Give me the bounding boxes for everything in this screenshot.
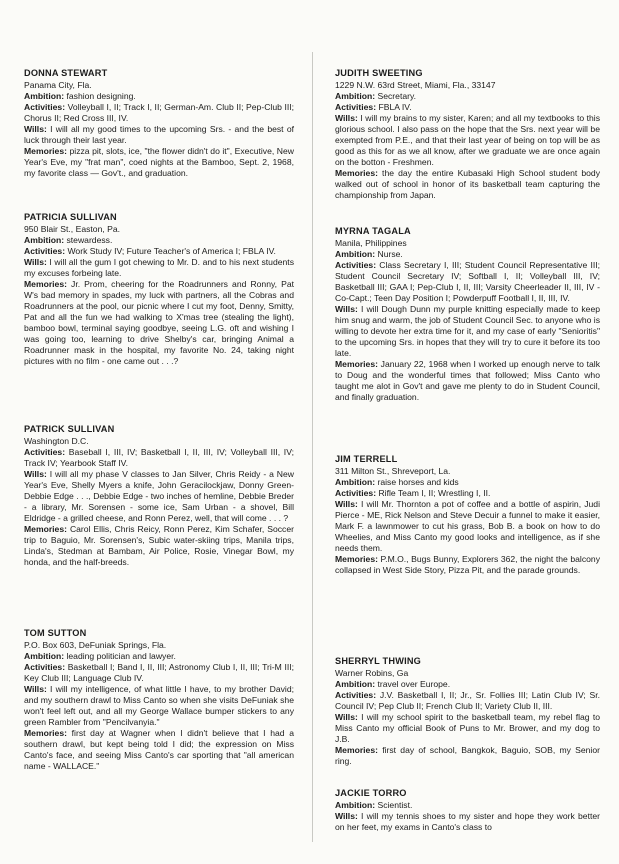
activities-label: Activities: xyxy=(24,246,66,256)
entry-location: Warner Robins, Ga xyxy=(335,668,409,678)
entry-wills xyxy=(335,499,600,554)
ambition-text: raise horses and kids xyxy=(375,477,459,487)
entry-activities xyxy=(24,662,294,684)
entry-wills xyxy=(24,684,294,728)
entry-judith-sweeting xyxy=(335,68,600,201)
entry-location: P.O. Box 603, DeFuniak Springs, Fla. xyxy=(24,640,167,650)
ambition-text: stewardess. xyxy=(64,235,113,245)
column-divider xyxy=(312,52,313,842)
activities-label: Activities: xyxy=(335,102,377,112)
activities-label: Activities: xyxy=(24,447,66,457)
entry-ambition xyxy=(24,91,294,102)
entry-memories xyxy=(335,359,600,403)
entry-activities xyxy=(335,488,600,499)
entry-ambition xyxy=(335,477,600,488)
wills-text: I will Dough Dunn my purple knitting especially made to keep him snug and warm, the job of Student Council Sec. to anyone who is willing to devote her extra time for it, and my case of early "Senioritis" to the upcoming Srs. in hopes that they will try to cure it before its too late. xyxy=(335,304,600,358)
entry-activities xyxy=(335,102,600,113)
wills-label: Wills: xyxy=(335,712,358,722)
wills-text: I will all my phase V classes to Jan Silver, Chris Reidy - a New Year's Eve, Shelly Myers a knife, John Geracilockjaw, Donny Green-Debbie Edge . . ., Debbie Edge - two inches of hemline, Debbie Breder - a library, Mr. Sorensen - some ice, Sam Urban - a shovel, Bill Eldridge - a grilled cheese, and Ronn Perez, well, that will come . . . ? xyxy=(24,469,294,523)
entry-ambition xyxy=(335,679,600,690)
entry-jackie-torro xyxy=(335,788,600,833)
entry-jim-terrell xyxy=(335,454,600,576)
wills-label: Wills: xyxy=(24,684,47,694)
entry-patrick-sullivan xyxy=(24,424,294,568)
entry-wills xyxy=(335,113,600,168)
entry-memories xyxy=(335,168,600,201)
ambition-text: fashion designing. xyxy=(64,91,136,101)
ambition-label: Ambition: xyxy=(335,679,376,689)
ambition-label: Ambition: xyxy=(335,800,376,810)
entry-memories xyxy=(24,728,294,772)
ambition-text: travel over Europe. xyxy=(375,679,451,689)
entry-wills xyxy=(335,811,600,833)
memories-label: Memories: xyxy=(24,728,67,738)
memories-label: Memories: xyxy=(335,168,378,178)
entry-memories xyxy=(335,554,600,576)
entry-activities xyxy=(335,690,600,712)
entry-location: Panama City, Fla. xyxy=(24,80,92,90)
wills-label: Wills: xyxy=(24,257,47,267)
entry-activities xyxy=(24,102,294,124)
entry-name: JIM TERRELL xyxy=(335,454,398,464)
wills-text: I will my brains to my sister, Karen; and all my textbooks to this glorious school. I also pass on the hope that the Srs. next year will be exempted from P.E., and that their last year of being on top will be as good as this for as we all know, after we graduate we are once again on the botton - Freshmen. xyxy=(335,113,600,167)
entry-wills xyxy=(24,124,294,146)
wills-text: I will my school spirit to the basketball team, my rebel flag to Miss Canto my official Book of Puns to Mr. Brower, and my dog to J.B. xyxy=(335,712,600,744)
entry-ambition xyxy=(335,91,600,102)
wills-text: I will all the gum I got chewing to Mr. D. and to his next students my excuses forbeing late. xyxy=(24,257,294,278)
wills-text: I will my intelligence, of what little I have, to my brother David; and my southern drawl to Miss Canto so when she visits DeFuniak she won't feel left out, and all my George Wallace bumper stickers to any green Rambler from "Pencilvanyia." xyxy=(24,684,294,727)
ambition-label: Ambition: xyxy=(24,651,65,661)
memories-label: Memories: xyxy=(24,279,67,289)
memories-text: Carol Ellis, Chris Reicy, Ronn Perez, Kim Schafer, Soccer trip to Baguio, Mr. Sorensen's, Subic water-skiing trips, Manila trips, Linda's, Stedman at Bambam, Air Police, Rosie, Vinegar Bowl, my honda, and the half-breeds. xyxy=(24,524,294,567)
entry-memories xyxy=(24,524,294,568)
wills-label: Wills: xyxy=(335,811,358,821)
entry-name: SHERRYL THWING xyxy=(335,656,421,666)
wills-label: Wills: xyxy=(335,304,358,314)
ambition-text: Scientist. xyxy=(375,800,413,810)
ambition-text: leading politician and lawyer. xyxy=(64,651,176,661)
ambition-text: Nurse. xyxy=(375,249,403,259)
activities-label: Activities: xyxy=(24,662,66,672)
entry-patricia-sullivan xyxy=(24,212,294,367)
activities-label: Activities: xyxy=(335,260,377,270)
memories-text: January 22, 1968 when I worked up enough nerve to talk to Doug and the wonderful times that followed; Miss Canto who taught me alot in Gov't and gave me plenty to do in Student Council, and finally graduation. xyxy=(335,359,600,402)
entry-ambition xyxy=(335,249,600,260)
ambition-text: Secretary. xyxy=(375,91,417,101)
entry-name: JUDITH SWEETING xyxy=(335,68,423,78)
wills-label: Wills: xyxy=(24,469,47,479)
memories-label: Memories: xyxy=(24,524,67,534)
entry-myrna-tagala xyxy=(335,226,600,403)
entry-memories xyxy=(24,279,294,367)
entry-location: 311 Milton St., Shreveport, La. xyxy=(335,466,451,476)
memories-text: first day at Wagner when I didn't believe that I had a southern drawl, but kept being told I did; the expression on Miss Canto's face, and seeing Miss Canto's car sporting that "all american name - WALLACE." xyxy=(24,728,294,771)
entry-tom-sutton xyxy=(24,628,294,772)
memories-label: Memories: xyxy=(335,359,378,369)
entry-sherryl-thwing xyxy=(335,656,600,767)
activities-text: Work Study IV; Future Teacher's of America I; FBLA IV. xyxy=(65,246,276,256)
activities-label: Activities: xyxy=(335,488,377,498)
entry-location: Washington D.C. xyxy=(24,436,89,446)
entry-name: MYRNA TAGALA xyxy=(335,226,411,236)
ambition-label: Ambition: xyxy=(24,235,65,245)
ambition-label: Ambition: xyxy=(335,249,376,259)
ambition-label: Ambition: xyxy=(335,91,376,101)
entry-donna-stewart xyxy=(24,68,294,179)
ambition-label: Ambition: xyxy=(335,477,376,487)
entry-name: PATRICK SULLIVAN xyxy=(24,424,115,434)
entry-wills xyxy=(335,712,600,745)
wills-label: Wills: xyxy=(24,124,47,134)
wills-text: I will all my good times to the upcoming Srs. - and the best of luck through their last year. xyxy=(24,124,294,145)
entry-name: TOM SUTTON xyxy=(24,628,87,638)
memories-text: the day the entire Kubasaki High School student body walked out of school in honor of its basketball team capturing the championship from Japan. xyxy=(335,168,600,200)
memories-label: Memories: xyxy=(335,554,378,564)
memories-text: pizza pit, slots, ice, "the flower didn't do it", Executive, New Year's Eve, my "frat man", coed nights at the Bamboo, Sept. 2, 1968, my favorite class — Gov't., and graduation. xyxy=(24,146,294,178)
entry-wills xyxy=(24,257,294,279)
activities-text: J.V. Basketball I, II; Jr., Sr. Follies III; Latin Club IV; Sr. Council IV; Pep Club II; French Club II; Variety Club II, III. xyxy=(335,690,600,711)
wills-label: Wills: xyxy=(335,113,358,123)
entry-name: PATRICIA SULLIVAN xyxy=(24,212,117,222)
memories-text: P.M.O., Bugs Bunny, Explorers 362, the night the balcony collapsed in West Side Story, Pizza Pit, and the parade grounds. xyxy=(335,554,600,575)
entry-location: 950 Blair St., Easton, Pa. xyxy=(24,224,121,234)
entry-name: DONNA STEWART xyxy=(24,68,108,78)
entry-ambition xyxy=(335,800,600,811)
activities-label: Activities: xyxy=(24,102,66,112)
memories-text: first day of school, Bangkok, Baguio, SOB, my Senior ring. xyxy=(335,745,600,766)
activities-text: Class Secretary I, III; Student Council Representative III; Student Council Secretary IV; Softball I, II; Volleyball III, IV; Basketball III; GAA I; Pep-Club I, II, III; Varsity Cheerleader II, III, IV - Co-Capt.; Teen Day Position I; Powderpuff Football I, II, III, IV. xyxy=(335,260,600,303)
wills-text: I will Mr. Thornton a pot of coffee and a bottle of aspirin, Judi Pierce - ME, Rick Nelson and Steve Decuir a funnel to make it easier, Mark F. a lawnmower to cut his grass, Bob B. a book on how to do Wheelies, and Miss Canto my good looks and intelligence, as if she needs them. xyxy=(335,499,600,553)
entry-location: 1229 N.W. 63rd Street, Miami, Fla., 33147 xyxy=(335,80,496,90)
entry-activities xyxy=(24,447,294,469)
entry-activities xyxy=(335,260,600,304)
activities-text: FBLA IV. xyxy=(376,102,412,112)
entry-location: Manila, Philippines xyxy=(335,238,407,248)
entry-ambition xyxy=(24,651,294,662)
entry-memories xyxy=(24,146,294,179)
activities-text: Volleyball I, II; Track I, II; German-Am. Club II; Pep-Club III; Chorus II; Red Cross III, IV. xyxy=(24,102,294,123)
activities-label: Activities: xyxy=(335,690,377,700)
memories-text: Jr. Prom, cheering for the Roadrunners and Ronny, Pat W's bad memory in spades, my luck with partners, all the Cobras and Roadrunners at the pool, our picnic where I cut my foot, Denny, Smitty, Pat and all the fun we had walking to X'mas tree (stealing the light), bamboo bowl, terminal saying goodbye, seeing L.G. oft and wishing I was going too, learning to drive Shelby's car, bringing Animal a Roadrunner mask in the hospital, my favorite No. 24, taking night pictures with no film - one came out . . .? xyxy=(24,279,294,366)
activities-text: Baseball I, III, IV; Basketball I, II, III, IV; Volleyball III, IV; Track IV; Yearbook Staff IV. xyxy=(24,447,294,468)
entry-ambition xyxy=(24,235,294,246)
memories-label: Memories: xyxy=(24,146,67,156)
wills-label: Wills: xyxy=(335,499,358,509)
ambition-label: Ambition: xyxy=(24,91,65,101)
entry-name: JACKIE TORRO xyxy=(335,788,407,798)
activities-text: Rifle Team I, II; Wrestling I, II. xyxy=(376,488,491,498)
entry-activities xyxy=(24,246,294,257)
activities-text: Basketball I; Band I, II, III; Astronomy Club I, II, III; Tri-M III; Key Club III; Language Club IV. xyxy=(24,662,294,683)
memories-label: Memories: xyxy=(335,745,378,755)
wills-text: I will my tennis shoes to my sister and hope they work better on her feet, my exams in Canto's class to xyxy=(335,811,600,832)
entry-memories xyxy=(335,745,600,767)
entry-wills xyxy=(335,304,600,359)
entry-wills xyxy=(24,469,294,524)
